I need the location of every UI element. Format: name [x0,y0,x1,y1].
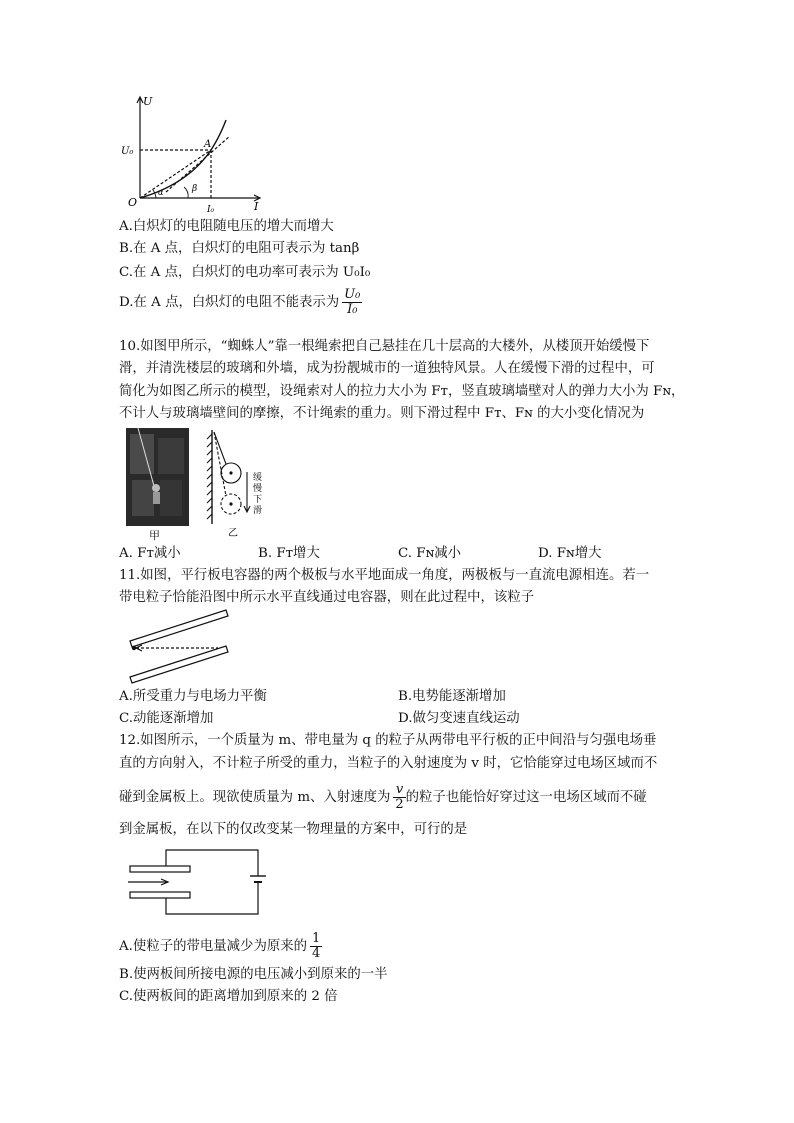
tangent-line [166,136,230,192]
q11-option-a: A.所受重力与电场力平衡 [119,689,267,704]
v-over-2-fraction: $\frac{v}{2}$ [395,782,404,812]
q9-option-c: C.在 A 点，白炽灯的电功率可表示为 U₀I₀ [119,265,371,280]
spiderman-photo [126,428,189,526]
q10-option-c: C. Fɴ减小 [398,546,462,561]
ui-graph-figure [118,92,268,214]
q9-option-d [119,288,362,317]
parallel-plate-circuit-figure [126,846,270,920]
q12-stem-line-2: 直的方向射入，不计粒子所受的重力，当粒子的入射速度为 v 时，它恰能穿过电场区域而不 [119,756,658,771]
origin-label: O [128,196,138,209]
q12-option-c: C.使两板间的距离增加到原来的 2 倍 [119,989,338,1004]
q10-stem-line-1: 10.如图甲所示，“蜘蛛人”靠一根绳索把自己悬挂在几十层高的大楼外，从楼顶开始缓慢下 [119,339,650,354]
point-a-label: A [204,139,212,150]
q9-option-d-text: D.在 A 点，白炽灯的电阻不能表示为 [119,295,340,310]
q10-option-b: B. Fᴛ增大 [258,546,320,561]
fig-jia-label: 甲 [149,529,160,542]
wall-model-figure [204,428,270,540]
q11-stem-line-2: 带电粒子恰能沿图中所示水平直线通过电容器，则在此过程中，该粒子 [119,590,535,605]
i0-label: I₀ [207,205,215,214]
q12-option-a-text: A.使粒子的带电量减少为原来的 [119,939,308,954]
slide-label-1: 缓 [253,473,263,483]
beta-label: β [192,184,198,194]
q10-stem-line-4: 不计人与玻璃墙壁间的摩擦，不计绳索的重力。则下滑过程中 Fᴛ、Fɴ 的大小变化情况为 [119,406,645,421]
iv-curve [140,120,226,198]
one-quarter-fraction: $\frac{1}{4}$ [312,931,321,961]
q12-stem-line-4: 到金属板，在以下的仅改变某一物理量的方案中，可行的是 [119,822,468,837]
q11-option-c: C.动能逐渐增加 [119,711,214,726]
q12-option-b: B.使两板间所接电源的电压减小到原来的一半 [119,967,388,982]
slide-label-2: 慢 [253,484,263,494]
slide-label-3: 下 [253,495,263,505]
q12-line-3-part-2: 的粒子也能恰好穿过这一电场区域而不碰 [405,790,647,805]
q11-option-d: D.做匀变速直线运动 [398,711,520,726]
q11-stem-line-1: 11.如图，平行板电容器的两个极板与水平地面成一角度，两极板与一直流电源相连。若一 [119,568,650,583]
fig-yi-label: 乙 [228,528,238,539]
tilted-capacitor-figure [122,608,234,684]
q10-option-d: D. Fɴ增大 [538,546,602,561]
secant-line [140,150,211,198]
q11-option-b: B.电势能逐渐增加 [398,689,506,704]
q12-line-3-part-1: 碰到金属板上。现欲使质量为 m、入射速度为 [119,790,391,805]
q9-option-a: A.白炽灯的电阻随电压的增大而增大 [119,219,334,234]
u0-over-i0-fraction: $\frac{\text{U₀}}{\text{I₀}}$ [344,287,361,317]
q10-option-a: A. Fᴛ减小 [119,546,181,561]
q10-stem-line-2: 滑，并清洗楼层的玻璃和外墙，成为扮靓城市的一道独特风景。人在缓慢下滑的过程中，可 [119,361,655,376]
q12-option-a [119,932,322,961]
q9-option-b: B.在 A 点，白炽灯的电阻可表示为 tanβ [119,241,360,256]
axis-i-label: I [254,200,259,213]
q12-stem-line-1: 12.如图所示，一个质量为 m、带电量为 q 的粒子从两带电平行板的正中间沿与匀强电场垂 [119,733,657,748]
q10-stem-line-3: 简化为如图乙所示的模型，设绳索对人的拉力大小为 Fᴛ，竖直玻璃墙壁对人的弹力大小为 Fɴ， [119,384,685,399]
slide-label-4: 滑 [253,506,263,516]
axis-u-label: U [143,95,153,108]
q12-stem-line-3 [119,783,647,812]
u0-label: U₀ [121,146,134,157]
alpha-label: α [158,188,164,197]
